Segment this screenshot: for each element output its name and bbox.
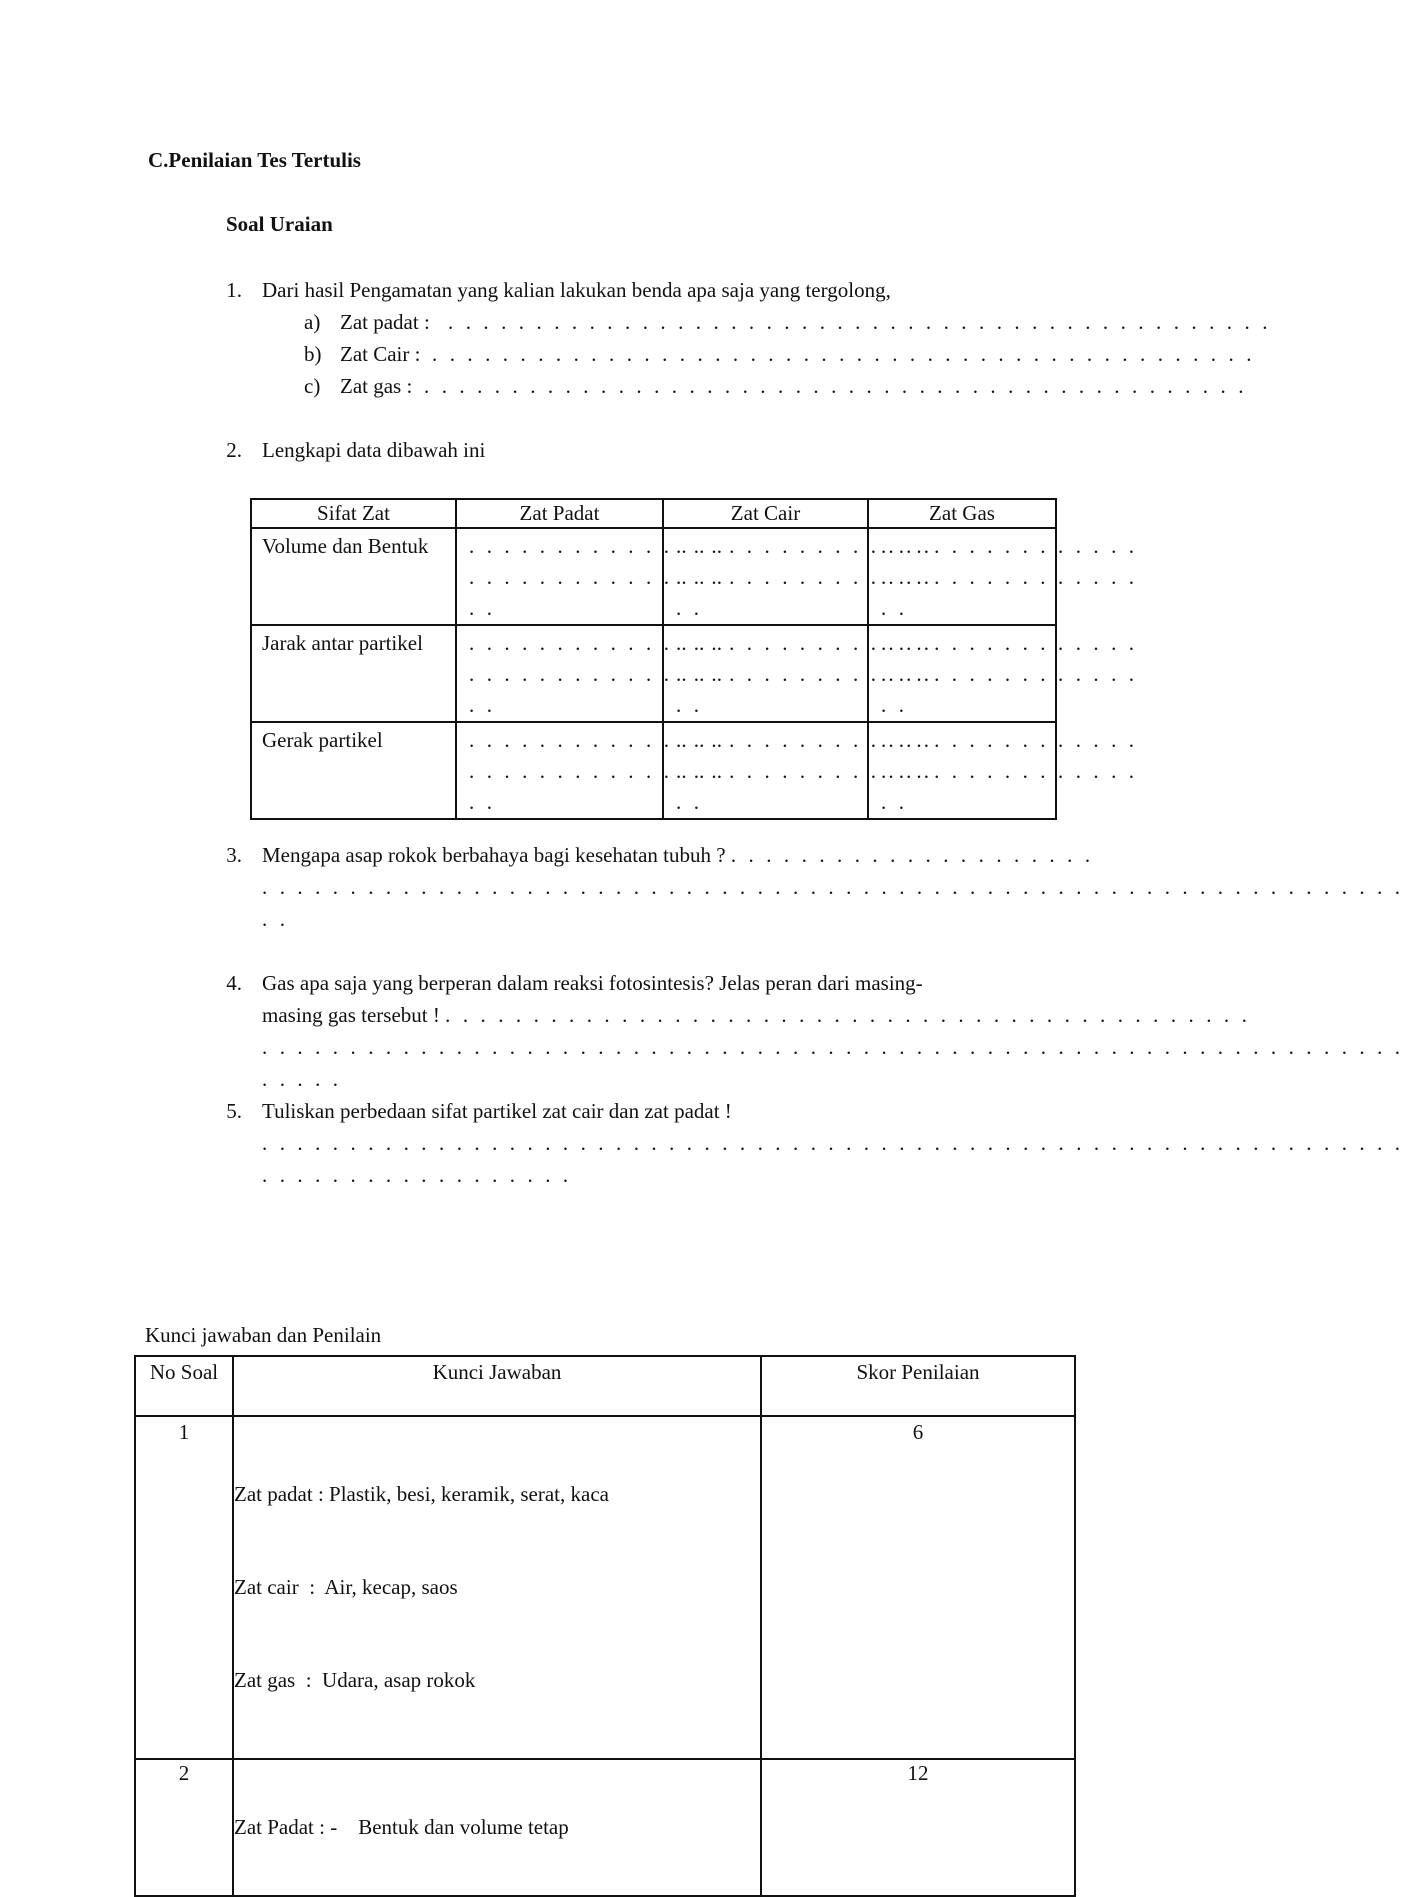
header-cell: Kunci Jawaban	[233, 1356, 761, 1416]
score-cell: 12	[761, 1759, 1075, 1896]
answer-blank: . . . . . . . . . . . . . . . . . . . . . . . . . . . . . . . . . . . . . . . . . . . . . . . . . . . . . . . . . . . . . . . . .	[262, 1035, 1404, 1059]
blank-cell: . . . . . . . . . . . . . . . . . . . . . . . . . . . . . . . .	[868, 625, 1056, 722]
table-row	[251, 625, 1056, 722]
answer-prompt: Zat padat :	[340, 310, 430, 334]
question-text: Tuliskan perbedaan sifat partikel zat cair dan zat padat !	[262, 1099, 732, 1123]
table-header-row	[251, 499, 1056, 528]
blank-cell: . . . . . . . . . . . . . . . . . . . . . . . . . . . . . . . .	[456, 625, 663, 722]
header-cell: Zat Gas	[868, 499, 1056, 528]
section-title: C.Penilaian Tes Tertulis	[148, 148, 361, 172]
question-no-cell: 2	[135, 1759, 233, 1896]
score-cell: 6	[761, 1416, 1075, 1759]
question-text-continued: masing gas tersebut ! . . . . . . . . . . . . . . . . . . . . . . . . . . . . . . . . . . . . . . . . . . . . . .	[262, 1003, 1251, 1027]
question-no-cell: 1	[135, 1416, 233, 1759]
answer-label: b)	[304, 342, 322, 366]
blank-cell: . . . . . . . . . . . . . . . . . . . . . . . . . . . . . . . .	[456, 722, 663, 819]
header-cell: Skor Penilaian	[761, 1356, 1075, 1416]
properties-table	[250, 498, 1138, 820]
row-label: Volume dan Bentuk	[251, 528, 456, 625]
header-cell: Zat Padat	[456, 499, 663, 528]
question-text: Gas apa saja yang berperan dalam reaksi fotosintesis? Jelas peran dari masing-	[262, 971, 923, 995]
table-row	[135, 1416, 1075, 1759]
answer-cell: Zat Padat : - Bentuk dan volume tetap	[233, 1759, 761, 1896]
answer-blank: . . . . . . . . . . . . . . . . . . . . . . . . . . . . . . . . . . . . . . . . . . . . . . .	[432, 342, 1256, 366]
header-cell: Sifat Zat	[251, 499, 456, 528]
blank-cell: . . . . . . . . . . . . . . . . . . . . . . . . . . . . . . . .	[456, 528, 663, 625]
blank-cell: . . . . . . . . . . . . . . . . . . . . . . . . . . . . . . . .	[663, 528, 868, 625]
answer-blank: . . . . . . . . . . . . . . . . . . . . . . . . . . . . . . . . . . . . . . . . . . . . . .	[445, 1003, 1251, 1027]
question-number: 4.	[226, 971, 242, 995]
question-number: 1.	[226, 278, 242, 302]
answer-blank: . . . . . . . . . . . . . . . . . . . . . . . . . . . . . . . . . . . . . . . . . . . . . . .	[448, 310, 1272, 334]
blank-cell: . . . . . . . . . . . . . . . . . . . . . . . . . . . . . . . .	[663, 625, 868, 722]
table-row	[135, 1759, 1075, 1896]
blank-cell: . . . . . . . . . . . . . . . . . . . . . . . . . . . . . . . .	[663, 722, 868, 819]
answer-blank: . . . . .	[262, 1067, 342, 1091]
blank-cell: . . . . . . . . . . . . . . . . . . . . . . . . . . . . . . . .	[868, 528, 1056, 625]
answer-key-table	[134, 1355, 1076, 1897]
answer-blank: . . . . . . . . . . . . . . . . . . . . .	[730, 843, 1094, 867]
answer-prompt: Zat gas :	[340, 374, 413, 398]
header-cell: Zat Cair	[663, 499, 868, 528]
header-cell: No Soal	[135, 1356, 233, 1416]
answer-blank: . . . . . . . . . . . . . . . . . . . . . . . . . . . . . . . . . . . . . . . . . . . . . . . . . . . . . . . . . . . . . . . . .	[262, 875, 1404, 899]
row-label: Gerak partikel	[251, 722, 456, 819]
question-number: 2.	[226, 438, 242, 462]
question-number: 5.	[226, 1099, 242, 1123]
answer-blank: . . . . . . . . . . . . . . . . . .	[262, 1163, 572, 1187]
answer-key-title: Kunci jawaban dan Penilain	[145, 1323, 382, 1347]
answer-blank: . . . . . . . . . . . . . . . . . . . . . . . . . . . . . . . . . . . . . . . . . . . . . . . . . . . . . . . . . . . . . . . . .	[262, 1131, 1404, 1155]
table-row	[251, 722, 1056, 819]
answer-blank: . .	[262, 907, 289, 931]
table-header-row	[135, 1356, 1075, 1416]
row-label: Jarak antar partikel	[251, 625, 456, 722]
question-text: Dari hasil Pengamatan yang kalian lakukan benda apa saja yang tergolong,	[262, 278, 891, 302]
question-text: Mengapa asap rokok berbahaya bagi kesehatan tubuh ? . . . . . . . . . . . . . . . . . . . . .	[262, 843, 1094, 867]
answer-label: c)	[304, 374, 321, 398]
subsection-title: Soal Uraian	[226, 212, 333, 236]
blank-cell: . . . . . . . . . . . . . . . . . . . . . . . . . . . . . . . .	[868, 722, 1056, 819]
question-number: 3.	[226, 843, 242, 867]
answer-blank: . . . . . . . . . . . . . . . . . . . . . . . . . . . . . . . . . . . . . . . . . . . . . . .	[424, 374, 1248, 398]
answer-cell: Zat padat : Plastik, besi, keramik, serat, kaca Zat cair : Air, kecap, saos Zat gas : Udara, asap rokok	[233, 1416, 761, 1759]
answer-prompt: Zat Cair :	[340, 342, 421, 366]
answer-label: a)	[304, 310, 321, 334]
question-text: Lengkapi data dibawah ini	[262, 438, 486, 462]
table-row	[251, 528, 1056, 625]
